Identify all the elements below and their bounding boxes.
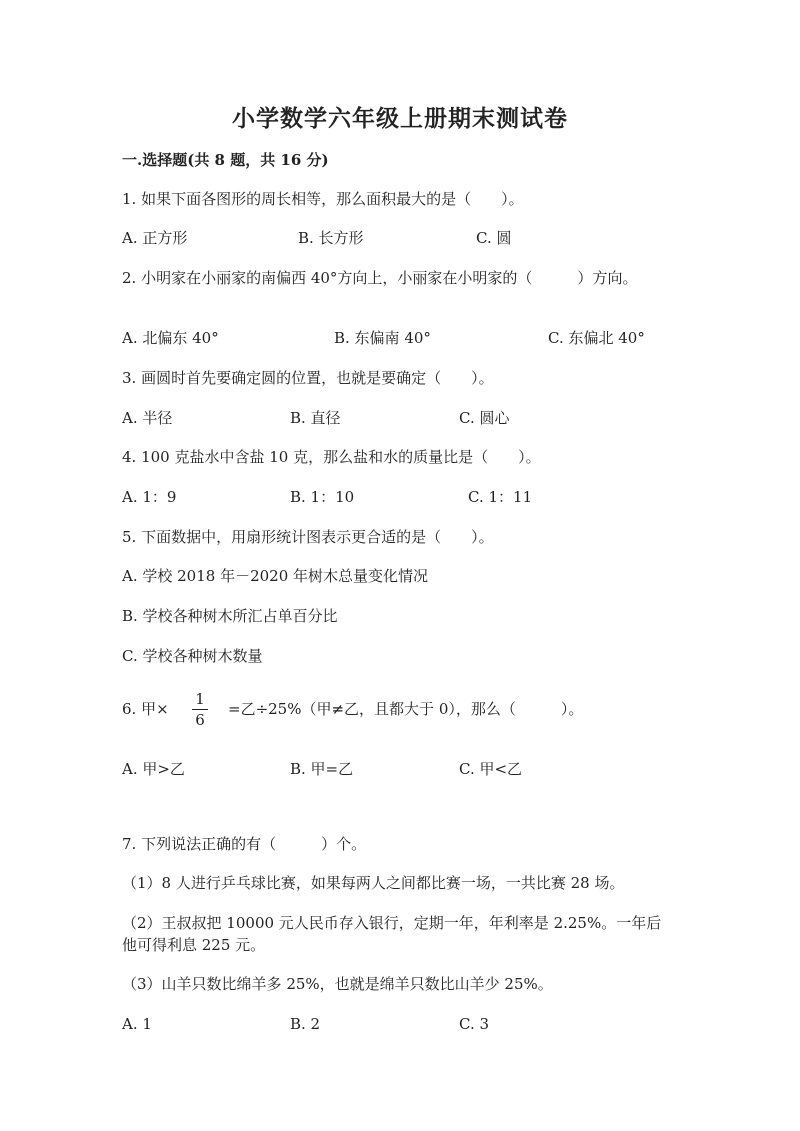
section-heading: 一.选择题(共 8 题，共 16 分) (122, 151, 329, 169)
question-3-option-c: C. 圆心 (459, 409, 510, 427)
question-7-statement-1: （1）8 人进行乒乓球比赛，如果每两人之间都比赛一场，一共比赛 28 场。 (122, 874, 625, 892)
question-1-stem: 1. 如果下面各图形的周长相等，那么面积最大的是（ ）。 (122, 190, 524, 208)
fraction-denominator: 6 (195, 711, 205, 729)
question-3-option-b: B. 直径 (290, 409, 341, 427)
question-7-option-a: A. 1 (122, 1015, 152, 1033)
question-5-option-b: B. 学校各种树木所汇占单百分比 (122, 607, 338, 625)
question-5-stem: 5. 下面数据中，用扇形统计图表示更合适的是（ ）。 (122, 528, 494, 546)
question-7-option-c: C. 3 (459, 1015, 490, 1033)
fraction-bar (192, 709, 208, 710)
question-7-option-b: B. 2 (290, 1015, 321, 1033)
question-4-stem: 4. 100 克盐水中含盐 10 克，那么盐和水的质量比是（ ）。 (122, 448, 541, 466)
question-5-option-a: A. 学校 2018 年－2020 年树木总量变化情况 (122, 567, 429, 585)
question-7-stem: 7. 下列说法正确的有（ ）个。 (122, 835, 367, 853)
question-3-option-a: A. 半径 (122, 409, 173, 427)
question-6-stem-prefix: 6. 甲× (122, 700, 169, 718)
question-1-option-c: C. 圆 (476, 229, 512, 247)
question-5-option-c: C. 学校各种树木数量 (122, 647, 263, 665)
question-1-option-a: A. 正方形 (122, 229, 188, 247)
fraction-numerator: 1 (195, 690, 205, 708)
question-6-stem-suffix: =乙÷25%（甲≠乙，且都大于 0），那么（ ）。 (228, 700, 584, 718)
question-4-option-c: C. 1：11 (468, 488, 533, 506)
question-4-option-a: A. 1：9 (122, 488, 177, 506)
question-2-option-c: C. 东偏北 40° (548, 329, 645, 347)
question-6-option-c: C. 甲<乙 (459, 760, 523, 778)
question-3-stem: 3. 画圆时首先要确定圆的位置，也就是要确定（ ）。 (122, 369, 494, 387)
question-2-stem: 2. 小明家在小丽家的南偏西 40°方向上，小丽家在小明家的（ ）方向。 (122, 269, 638, 287)
question-6-option-b: B. 甲=乙 (290, 760, 354, 778)
question-1-option-b: B. 长方形 (298, 229, 364, 247)
fraction-one-sixth (192, 690, 208, 729)
page-title: 小学数学六年级上册期末测试卷 (232, 105, 568, 132)
question-7-statement-3: （3）山羊只数比绵羊多 25%，也就是绵羊只数比山羊少 25%。 (122, 975, 553, 993)
question-7-statement-2-cont: 他可得利息 225 元。 (122, 936, 266, 954)
question-2-option-a: A. 北偏东 40° (122, 329, 219, 347)
question-7-statement-2: （2）王叔叔把 10000 元人民币存入银行，定期一年，年利率是 2.25%。一年后 (122, 914, 662, 932)
question-2-option-b: B. 东偏南 40° (334, 329, 431, 347)
question-4-option-b: B. 1：10 (290, 488, 355, 506)
question-6-option-a: A. 甲>乙 (122, 760, 185, 778)
